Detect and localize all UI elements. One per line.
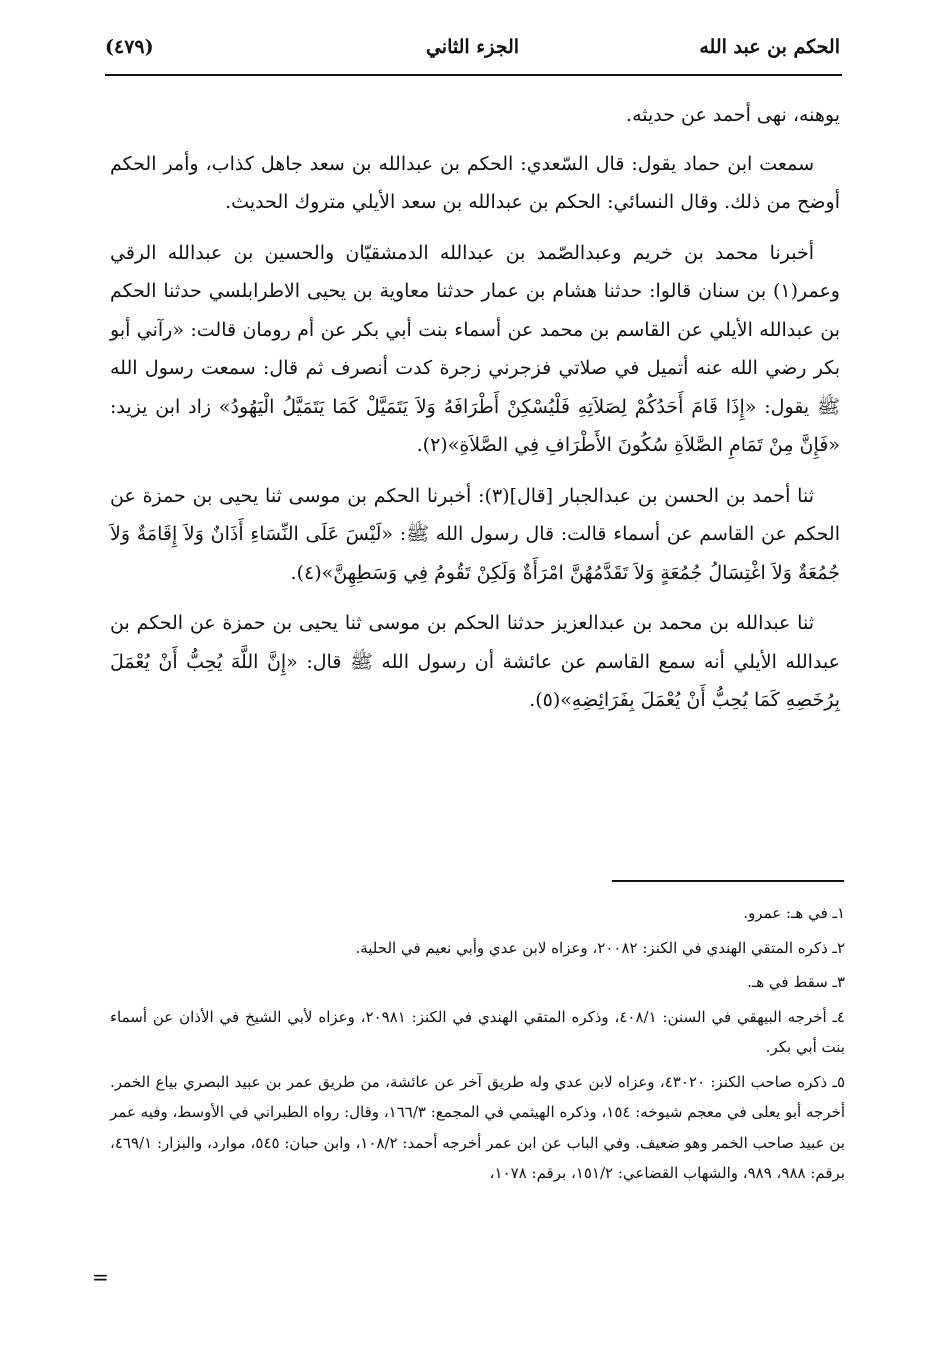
running-header — [105, 32, 840, 72]
header-volume: الجزء الثاني — [425, 36, 520, 58]
paragraph: سمعت ابن حماد يقول: قال السّعدي: الحكم بن عبدالله بن سعد جاهل كذاب، وأمر الحكم أوضح من ذلك. وقال النسائي: الحكم بن عبدالله بن سعد الأيلي متروك الحديث. — [110, 152, 840, 213]
paragraph: أخبرنا محمد بن خريم وعبدالصّمد بن عبدالله الدمشقيّان والحسين بن عبدالله الرقي وعمر(١) بن سنان قالوا: حدثنا هشام بن عمار حدثنا معاوية بن يحيى الاطرابلسي حدثنا الحكم بن عبدالله الأيلي عن القاسم بن محمد عن أسماء بنت أبي بكر عن أم رومان قالت: «رآني أبو بكر رضي الله عنه أتميل في صلاتي فزجرني زجرة كدت أنصرف ثم قال: سمعت رسول الله ﷺ يقول: «إِذَا قَامَ أَحَدُكُمْ لِصَلاَتِهِ فَلْيُسْكِنْ أَطْرَافَهُ وَلاَ يَتَمَيَّلْ كَمَا يَتَمَيَّلُ الْيَهُودُ» زاد ابن يزيد: «فَإِنَّ مِنْ تَمَامِ الصَّلاَةِ سُكُونَ الأَطْرَافِ فِي الصَّلاَةِ»(٢). — [110, 241, 840, 456]
page-number: (٤٧٩) — [105, 36, 154, 58]
main-text — [110, 96, 840, 732]
header-author: الحكم بن عبد الله — [699, 36, 840, 58]
continuation-mark: = — [92, 1265, 109, 1289]
paragraph: ثنا عبدالله بن محمد بن عبدالعزيز حدثنا الحكم بن موسى ثنا يحيى بن حمزة عن الحكم بن عبدالله الأيلي أنه سمع القاسم عن عائشة أن رسول الله ﷺ قال: «إِنَّ اللَّهَ يُحِبُّ أَنْ يُعْمَلَ بِرُخَصِهِ كَمَا يُحِبُّ أَنْ يُعْمَلَ بِفَرَائِضِهِ»(٥). — [110, 612, 840, 711]
paragraph: ثنا أحمد بن الحسن بن عبدالجبار [قال](٣): أخبرنا الحكم بن موسى ثنا يحيى بن حمزة عن الحكم عن القاسم عن أسماء قالت: قال رسول الله ﷺ: «لَيْسَ عَلَى النِّسَاءِ أَذَانٌ وَلاَ إِقَامَةٌ وَلاَ جُمُعَةٌ وَلاَ اغْتِسَالُ جُمُعَةٍ وَلاَ تَقَدَّمُهُنَّ امْرَأَةٌ وَلَكِنْ تَقُومُ فِي وَسَطِهِنَّ»(٤). — [110, 484, 840, 584]
footnote: ٥ـ ذكره صاحب الكنز: ٤٣٠٢٠، وعزاه لابن عدي وله طريق آخر عن عائشة، من طريق عمر بن عبيد البصري بياع الخمر. أخرجه أبو يعلى في معجم شيوخه: ١٥٤، وذكره الهيثمي في المجمع: ١٦٦/٣، وقال: رواه الطبراني في الأوسط، وفيه عمر بن عبيد صاحب الخمر وهو ضعيف. وفي الباب عن ابن عمر أخرجه أحمد: ١٠٨/٢، وابن حبان: ٥٤٥، موارد، والبزار: ٤٦٩/١، برقم: ٩٨٨، ٩٨٩، والشهاب القضاعي: ١٥١/٢، برقم: ١٠٧٨، — [110, 1072, 846, 1182]
footnote: ٢ـ ذكره المتقي الهندي في الكنز: ٢٠٠٨٢، وعزاه لابن عدي وأبي نعيم في الحلية. — [355, 938, 845, 957]
paragraph: يوهنه، نهى أحمد عن حديثه. — [626, 104, 840, 126]
header-divider — [105, 74, 842, 76]
footnotes — [110, 898, 845, 1193]
footnote: ١ـ في هـ: عمرو. — [743, 904, 845, 922]
footnote-divider — [612, 880, 844, 882]
footnote: ٣ـ سقط في هـ. — [747, 973, 845, 991]
footnote: ٤ـ أخرجه البيهقي في السنن: ٤٠٨/١، وذكره المتقي الهندي في الكنز: ٢٠٩٨١، وعزاه لأبي الشيخ في الأذان عن أسماء بنت أبي بكر. — [110, 1007, 845, 1056]
